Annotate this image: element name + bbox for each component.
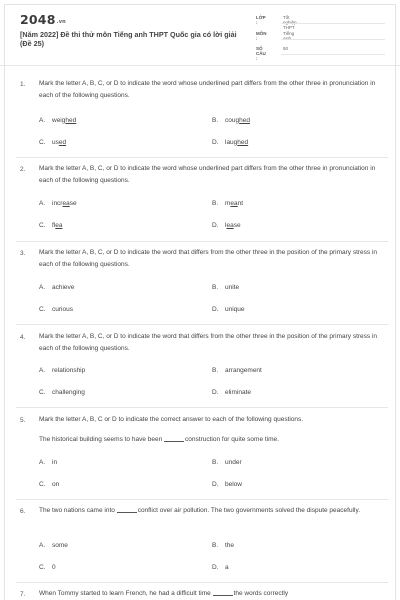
answer-option[interactable]: D. eliminate (212, 389, 252, 396)
question-text: Mark the letter A, B, C, or D to indicate the word whose underlined part differs from the other three in pronunciation in each of the following questions. (39, 165, 376, 184)
question-divider (16, 407, 388, 408)
question-text: The two nations came into conflict over air pollution. The two governments solved the dispute peacefully. (39, 507, 361, 514)
site-logo[interactable]: 2048.vn (20, 12, 66, 27)
question-divider (16, 324, 388, 325)
question-divider (16, 499, 388, 500)
question-divider (16, 241, 388, 242)
answer-option[interactable]: B. under (212, 459, 242, 466)
answer-option[interactable]: C. challenging (39, 389, 85, 396)
answer-option[interactable]: C. curious (39, 306, 73, 313)
question-number: 7. (20, 591, 26, 598)
answer-option[interactable]: B. arrangement (212, 367, 262, 374)
question-number: 6. (20, 508, 26, 515)
answer-blank (164, 436, 184, 442)
answer-option[interactable]: C. used (39, 139, 67, 146)
answer-blank (213, 590, 233, 596)
answer-option[interactable]: C. on (39, 481, 60, 488)
answer-option[interactable]: C. flea (39, 222, 63, 229)
answer-option[interactable]: A. weighed (39, 117, 77, 124)
answer-option[interactable]: A. achieve (39, 284, 75, 291)
answer-option[interactable]: B. unite (212, 284, 240, 291)
question-text: Mark the letter A, B, C, or D to indicate the word whose underlined part differs from the other three in pronunciation in each of the following questions. (39, 80, 376, 99)
answer-blank (117, 507, 137, 513)
question-divider (16, 582, 388, 583)
document-header: 2048.vn [Năm 2022] Đề thi thử môn Tiếng anh THPT Quốc gia có lời giải (Đề 25) LỚP : Tốt THPT MÔN : Tiếng SỐ CÂU : 50 (0, 0, 400, 66)
answer-option[interactable]: B. meant (212, 200, 244, 207)
document-title: [Năm 2022] Đề thi thử môn Tiếng anh THPT Quốc gia có lời giải (Đề 25) (20, 30, 237, 48)
answer-option[interactable]: B. the (212, 542, 235, 549)
question-divider (16, 157, 388, 158)
question-number: 2. (20, 166, 26, 173)
answer-option[interactable]: A. increase (39, 200, 77, 207)
question-number: 4. (20, 334, 26, 341)
answer-option[interactable]: B. coughed (212, 117, 250, 124)
answer-option[interactable]: C. 0 (39, 564, 56, 571)
answer-option[interactable]: D. unique (212, 306, 245, 313)
answer-option[interactable]: D. below (212, 481, 242, 488)
question-text: Mark the letter A, B, C or D to indicate the correct answer to each of the following questions. (39, 416, 304, 423)
answer-option[interactable]: A. some (39, 542, 68, 549)
answer-option[interactable]: D. lease (212, 222, 241, 229)
question-number: 5. (20, 417, 26, 424)
answer-option[interactable]: D. laughed (212, 139, 249, 146)
question-number: 1. (20, 81, 26, 88)
answer-option[interactable]: A. in (39, 459, 58, 466)
question-number: 3. (20, 250, 26, 257)
question-text: Mark the letter A, B, C, or D to indicate the word that differs from the other three in the position of the primary stress in each of the following questions. (39, 249, 378, 268)
question-sentence: The historical building seems to have been construction for quite some time. (39, 436, 279, 443)
question-text: Mark the letter A, B, C, or D to indicate the word that differs from the other three in the position of the primary stress in each of the following questions. (39, 333, 378, 352)
answer-option[interactable]: A. relationship (39, 367, 86, 374)
answer-option[interactable]: D. a (212, 564, 229, 571)
question-text: When Tommy started to learn French, he had a difficult time the words correctly (39, 590, 289, 597)
